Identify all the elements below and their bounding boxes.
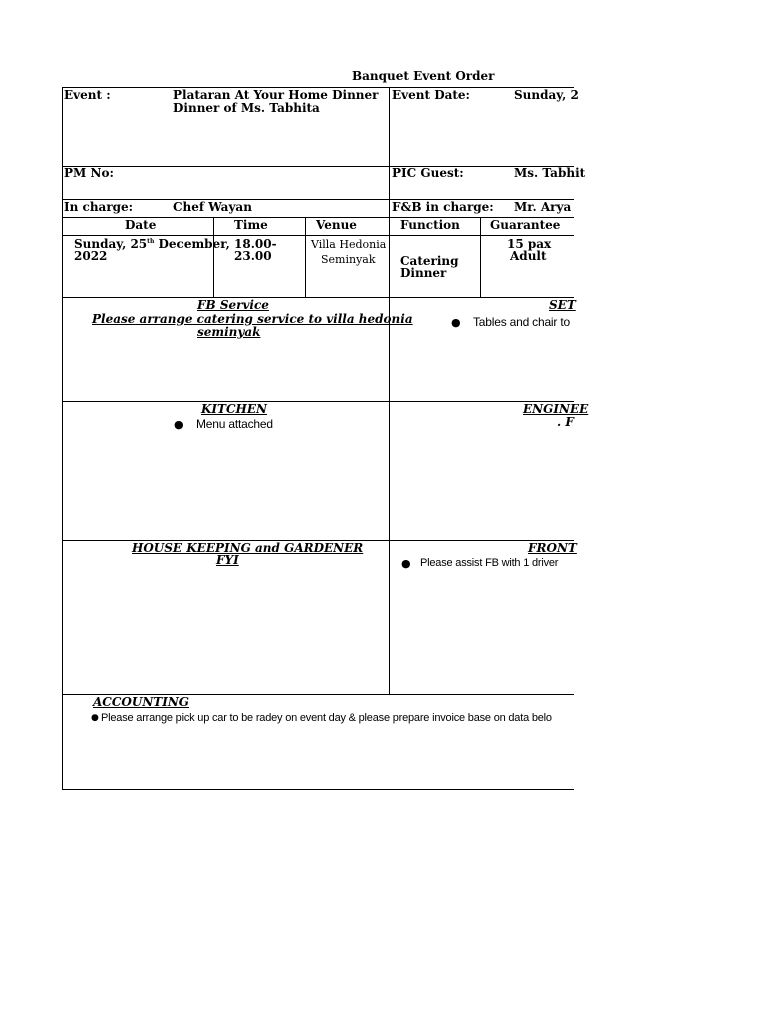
kitchen-title: KITCHEN [201,402,267,416]
event-label: Event : [64,88,111,102]
accounting-item: Please arrange pick up car to be radey on event day & please prepare invoice base on data belo [101,712,552,724]
column-divider [389,87,390,695]
cell-guarantee-type: Adult [510,249,547,263]
housekeeping-title: HOUSE KEEPING and GARDENER [132,541,364,555]
bullet-icon: ● [174,418,184,431]
fb-service-title: FB Service [197,298,269,312]
bullet-icon: ● [451,316,461,329]
setup-title: SET [549,298,576,312]
engineering-sub: . F [557,415,574,429]
fb-in-charge-label: F&B in charge: [392,200,494,214]
front-item: Please assist FB with 1 driver [420,557,559,569]
front-title: FRONT [528,541,577,555]
cell-venue: Villa Hedonia [311,238,387,251]
event-date-label: Event Date: [392,88,470,102]
accounting-title: ACCOUNTING [93,695,190,709]
event-name: Plataran At Your Home Dinner [173,88,379,102]
fb-in-charge-value: Mr. Arya [514,200,572,214]
cell-venue-area: Seminyak [321,253,376,266]
event-date-value: Sunday, 2 [514,88,579,102]
divider [62,166,574,167]
pm-label: PM No: [64,166,114,180]
header-guarantee: Guarantee [490,218,561,232]
in-charge-value: Chef Wayan [173,200,252,214]
divider [62,199,574,200]
setup-item: Tables and chair to [473,315,570,329]
column-divider [480,217,481,298]
cell-date: Sunday, 25th December, [74,237,230,251]
divider [62,235,574,236]
event-subtitle: Dinner of Ms. Tabhita [173,101,320,115]
housekeeping-sub: FYI [216,553,239,567]
engineering-title: ENGINEE [523,402,589,416]
bullet-icon: ● [401,557,411,570]
header-function: Function [400,218,460,232]
cell-date-year: 2022 [74,249,108,263]
cell-function-type: Dinner [400,266,447,280]
column-divider [213,217,214,298]
bullet-icon: ● [91,713,99,723]
header-venue: Venue [316,218,357,232]
pic-guest-label: PIC Guest: [392,166,464,180]
kitchen-item: Menu attached [196,417,273,431]
column-divider [305,217,306,298]
in-charge-label: In charge: [64,200,134,214]
header-time: Time [234,218,268,232]
border-bottom [62,789,574,790]
cell-function: Catering [400,254,459,268]
border-left [62,87,63,790]
fb-service-line2: seminyak [197,325,261,339]
divider [62,297,574,298]
cell-time-start: 18.00- [234,237,277,251]
cell-time-end: 23.00 [234,249,272,263]
divider [62,401,574,402]
cell-guarantee: 15 pax [507,237,552,251]
document-title: Banquet Event Order [352,69,495,83]
fb-service-line1: Please arrange catering service to villa hedonia [92,312,413,326]
header-date: Date [125,218,157,232]
pic-guest-value: Ms. Tabhit [514,166,586,180]
